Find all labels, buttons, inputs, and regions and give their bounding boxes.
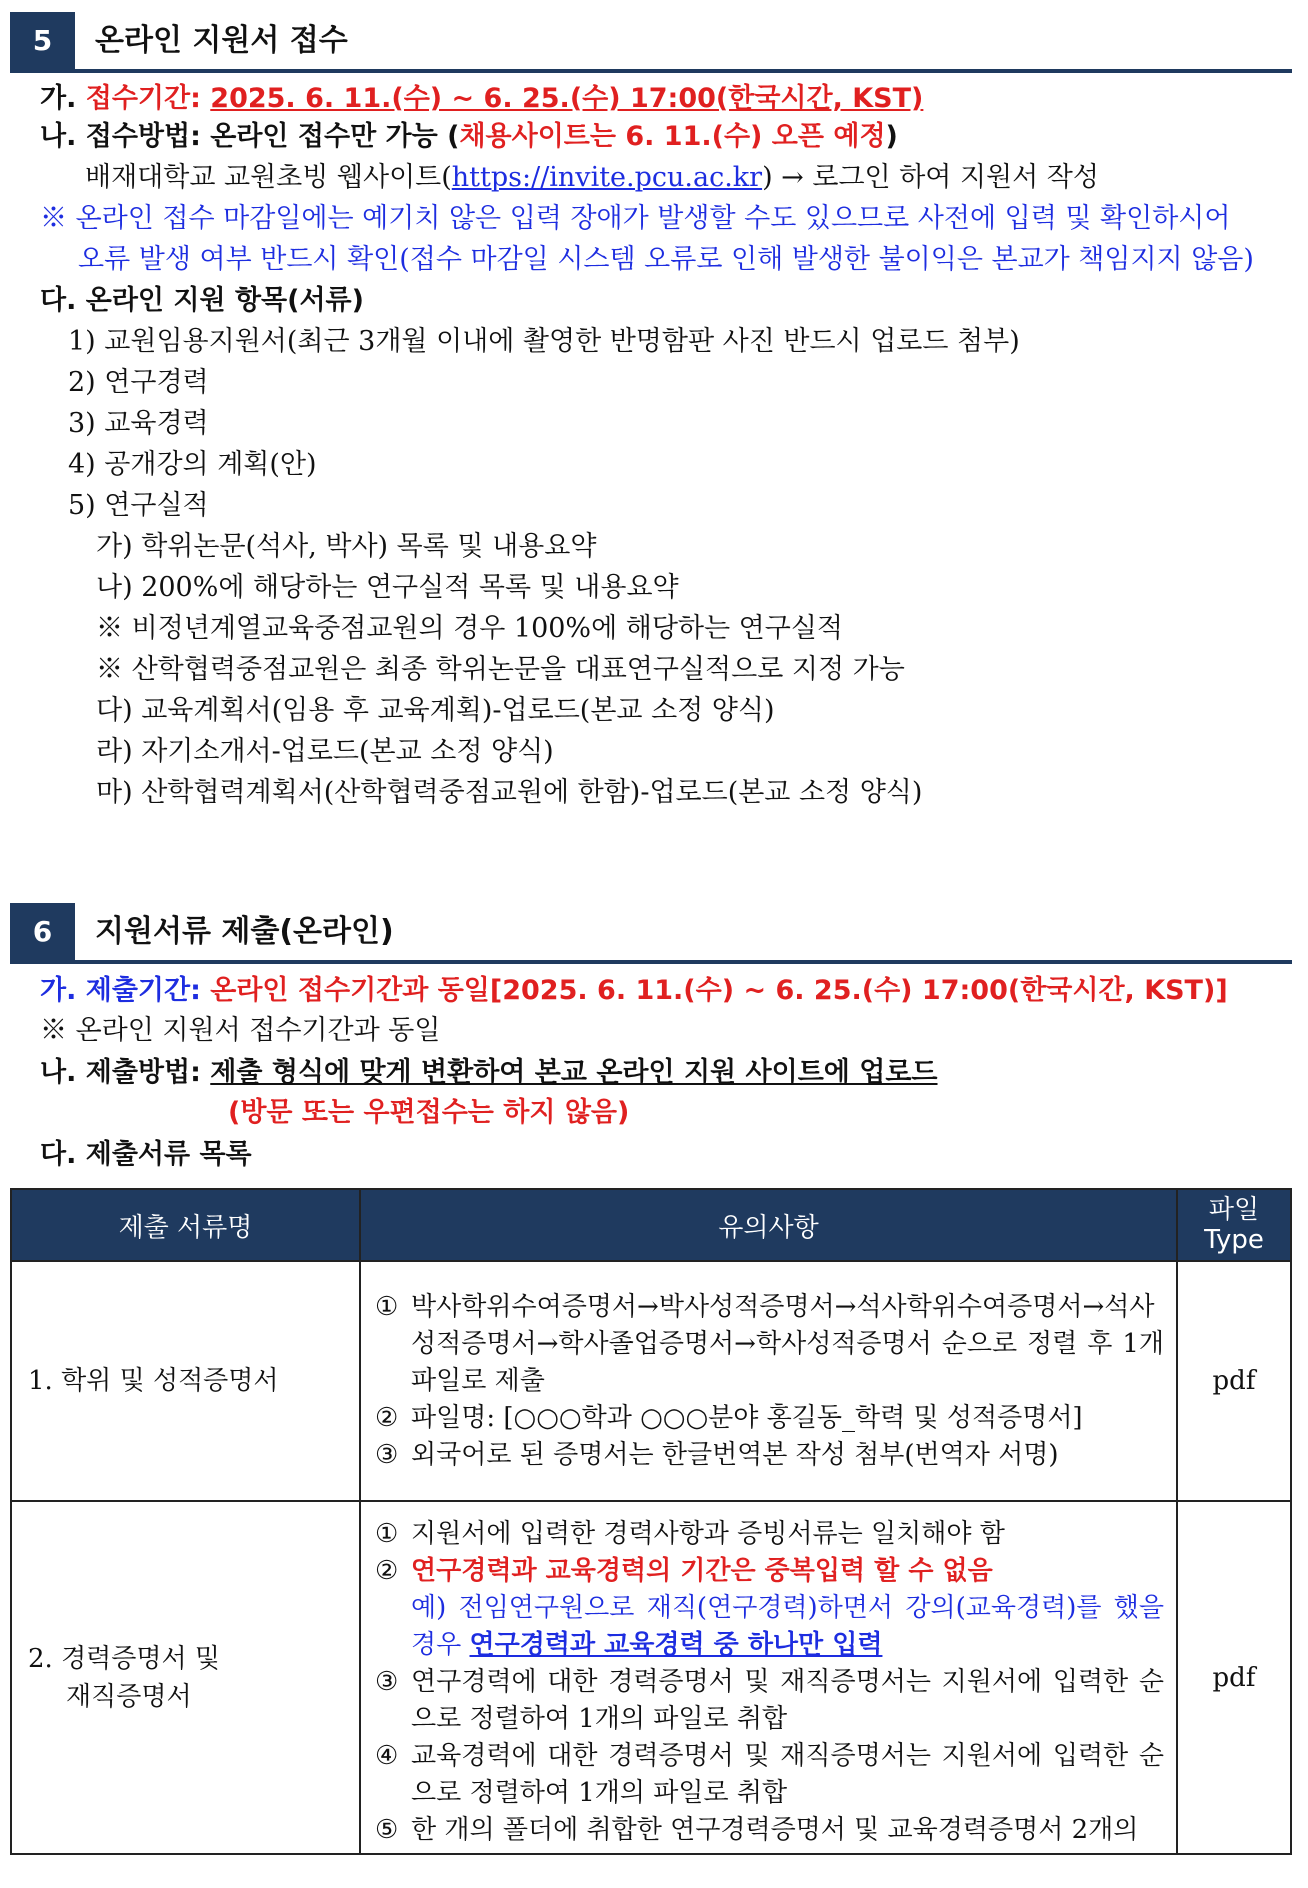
header-document-name: 제출 서류명 [11, 1189, 360, 1261]
research-subitem: 마) 산학협력계획서(산학협력중점교원에 한함)-업로드(본교 소정 양식) [96, 777, 923, 808]
note-item: ② 파일명: [○○○학과 ○○○분야 홍길동_학력 및 성적증명서] [375, 1402, 1083, 1433]
recruitment-site-line: 배재대학교 교원초빙 웹사이트(https://invite.pcu.ac.kr) → 로그인 하여 지원서 작성 [85, 162, 1099, 193]
application-period-value: 2025. 6. 11.(수) ~ 6. 25.(수) 17:00(한국시간, KST) [210, 83, 924, 114]
document-table [10, 1188, 1292, 1855]
section-6-header [10, 903, 1292, 961]
submission-method-value: 제출 형식에 맞게 변환하여 본교 온라인 지원 사이트에 업로드 [210, 1057, 938, 1088]
note-item: ③ 외국어로 된 증명서는 한글번역본 작성 첨부(번역자 서명) [375, 1439, 1059, 1470]
note-item: ⑤ 한 개의 폴더에 취합한 연구경력증명서 및 교육경력증명서 2개의 [375, 1815, 1139, 1845]
note-example: 예) 전임연구원으로 재직(연구경력)하면서 강의(교육경력)를 했을 경우 연구경력과 교육경력 중 하나만 입력 [411, 1593, 1164, 1660]
document-name: 1. 학위 및 성적증명서 [11, 1261, 360, 1501]
submission-method: 나. 제출방법: 제출 형식에 맞게 변환하여 본교 온라인 지원 사이트에 업로드 [40, 1057, 938, 1088]
file-type: pdf [1177, 1501, 1291, 1854]
note-item: ③ 연구경력에 대한 경력증명서 및 재직증명서는 지원서에 입력한 순으로 정렬하여 1개의 파일로 취합 [375, 1667, 1164, 1734]
note-emphasis: 연구경력과 교육경력 중 하나만 입력 [469, 1630, 883, 1660]
document-notes [360, 1501, 1177, 1854]
site-open-note: 채용사이트는 6. 11.(수) 오픈 예정 [459, 121, 886, 152]
application-period: 가. 접수기간: 2025. 6. 11.(수) ~ 6. 25.(수) 17:00(한국시간, KST) [40, 83, 924, 114]
online-item: 3) 교육경력 [68, 408, 209, 439]
online-item: 5) 연구실적 [68, 490, 209, 521]
document-notes [360, 1261, 1177, 1501]
header-file-type: 파일 Type [1177, 1189, 1291, 1261]
section-5-title: 온라인 지원서 접수 [95, 23, 348, 58]
online-item: 2) 연구경력 [68, 367, 209, 398]
section-6-rule [10, 960, 1292, 964]
research-subitem: 라) 자기소개서-업로드(본교 소정 양식) [96, 736, 554, 767]
file-type: pdf [1177, 1261, 1291, 1501]
deadline-notice-1: ※ 온라인 접수 마감일에는 예기치 않은 입력 장애가 발생할 수도 있으므로 사전에 입력 및 확인하시어 [40, 203, 1231, 234]
deadline-notice-2: 오류 발생 여부 반드시 확인(접수 마감일 시스템 오류로 인해 발생한 불이익은 본교가 책임지지 않음) [78, 244, 1254, 275]
submission-period: 가. 제출기간: 온라인 접수기간과 동일[2025. 6. 11.(수) ~ 6. 25.(수) 17:00(한국시간, KST)] [40, 975, 1228, 1006]
online-item: 4) 공개강의 계획(안) [68, 449, 317, 480]
table-row [11, 1261, 1291, 1501]
application-method: 나. 접수방법: 온라인 접수만 가능 (채용사이트는 6. 11.(수) 오픈 예정) [40, 121, 898, 152]
section-5-number: 5 [10, 12, 75, 70]
note-item: ② 연구경력과 교육경력의 기간은 중복입력 할 수 없음 [375, 1556, 993, 1586]
research-subitem: ※ 산학협력중점교원은 최종 학위논문을 대표연구실적으로 지정 가능 [96, 654, 905, 685]
note-item: ④ 교육경력에 대한 경력증명서 및 재직증명서는 지원서에 입력한 순으로 정렬하여 1개의 파일로 취합 [375, 1741, 1164, 1808]
section-6-title: 지원서류 제출(온라인) [95, 914, 394, 949]
submission-period-value: 온라인 접수기간과 동일[2025. 6. 11.(수) ~ 6. 25.(수) 17:00(한국시간, KST)] [210, 975, 1228, 1006]
recruitment-site-link[interactable]: https://invite.pcu.ac.kr [451, 162, 763, 193]
no-visit-note: (방문 또는 우편접수는 하지 않음) [228, 1097, 630, 1128]
submission-period-note: ※ 온라인 지원서 접수기간과 동일 [40, 1015, 441, 1046]
section-6-number: 6 [10, 903, 75, 961]
table-header-row [11, 1189, 1291, 1261]
table-row [11, 1501, 1291, 1854]
note-item: ① 박사학위수여증명서→박사성적증명서→석사학위수여증명서→석사성적증명서→학사졸업증명서→학사성적증명서 순으로 정렬 후 1개 파일로 제출 [375, 1291, 1164, 1396]
note-item: ① 지원서에 입력한 경력사항과 증빙서류는 일치해야 함 [375, 1519, 1005, 1549]
section-5-rule [10, 69, 1292, 73]
research-subitem: ※ 비정년계열교육중점교원의 경우 100%에 해당하는 연구실적 [96, 613, 843, 644]
research-subitem: 나) 200%에 해당하는 연구실적 목록 및 내용요약 [96, 572, 679, 603]
header-notes: 유의사항 [360, 1189, 1177, 1261]
research-subitem: 다) 교육계획서(임용 후 교육계획)-업로드(본교 소정 양식) [96, 695, 775, 726]
document-name: 2. 경력증명서 및 재직증명서 [11, 1501, 360, 1854]
research-subitem: 가) 학위논문(석사, 박사) 목록 및 내용요약 [96, 531, 597, 562]
online-item: 1) 교원임용지원서(최근 3개월 이내에 촬영한 반명함판 사진 반드시 업로드 첨부) [68, 326, 1020, 357]
section-5-header [10, 12, 1292, 70]
online-items-heading: 다. 온라인 지원 항목(서류) [40, 285, 364, 316]
document-list-heading: 다. 제출서류 목록 [40, 1139, 252, 1170]
